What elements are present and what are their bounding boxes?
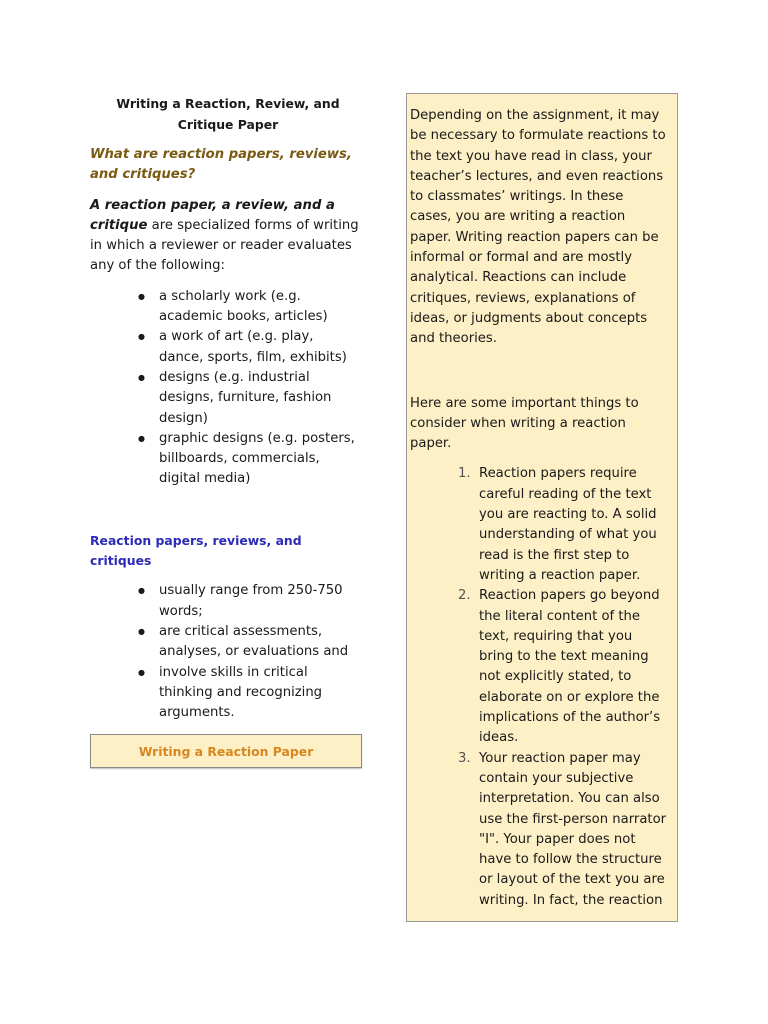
step-text: Reaction papers go beyond the literal content of the text, requiring that you bring to the text meaning not explicitly stated, to elaborate on or explore the implications of the author’s ideas.	[479, 588, 661, 746]
list-item: ● involve skills in critical thinking and recognizing arguments.	[138, 663, 362, 724]
list-item: ● graphic designs (e.g. posters, billboards, commercials, digital media)	[138, 429, 362, 490]
step-number: 3.	[458, 750, 471, 766]
step-number: 2.	[458, 588, 471, 604]
list-item: ● designs (e.g. industrial designs, furniture, fashion design)	[138, 368, 362, 429]
step-text: Reaction papers require careful reading of the text you are reacting to. A solid understanding of what you read is the first step to writing a reaction paper.	[479, 466, 657, 583]
intro-text: are specialized forms of writing in which a reviewer or reader evaluates any of the following:	[90, 217, 359, 274]
list-item	[458, 464, 667, 586]
section-heading: Reaction papers, reviews, and critiques	[90, 532, 302, 569]
step-text: Your reaction paper may contain your subjective interpretation. You can also use the first-person narrator "I". Your paper does not have to follow the structure or layout of the text you are writing. In fact, the reaction	[479, 750, 667, 908]
list-item	[458, 749, 667, 911]
left-column	[90, 93, 362, 723]
evaluation-targets-list	[90, 287, 362, 490]
intro-bold-text: A reaction paper, a review, and a critique	[90, 197, 335, 233]
intro-paragraph	[90, 196, 362, 277]
document-title: Writing a Reaction, Review, and Critique Paper	[116, 96, 340, 132]
considerations-intro: Here are some important things to consider when writing a reaction paper.	[410, 395, 639, 452]
writing-reaction-paper-callout: Writing a Reaction Paper	[90, 734, 362, 768]
list-item: ● are critical assessments, analyses, or evaluations and	[138, 622, 362, 663]
considerations-list	[410, 464, 667, 911]
list-item: ● usually range from 250-750 words;	[138, 581, 362, 622]
list-item: ● a work of art (e.g. play, dance, sports, film, exhibits)	[138, 327, 362, 368]
assignment-paragraph: Depending on the assignment, it may be necessary to formulate reactions to the text you have read in class, your teacher’s lectures, and even reactions to classmates’ writings. In these cases, you are writing a reaction paper. Writing reaction papers can be informal or formal and are mostly analytical. Reactions can include critiques, reviews, explanations of ideas, or judgments about concepts and theories.	[410, 108, 666, 347]
step-number: 1.	[458, 466, 471, 482]
characteristics-list	[90, 581, 362, 723]
list-item: ● a scholarly work (e.g. academic books, articles)	[138, 287, 362, 328]
right-info-box	[406, 93, 678, 922]
list-item	[458, 586, 667, 748]
question-heading: What are reaction papers, reviews, and critiques?	[90, 147, 352, 183]
